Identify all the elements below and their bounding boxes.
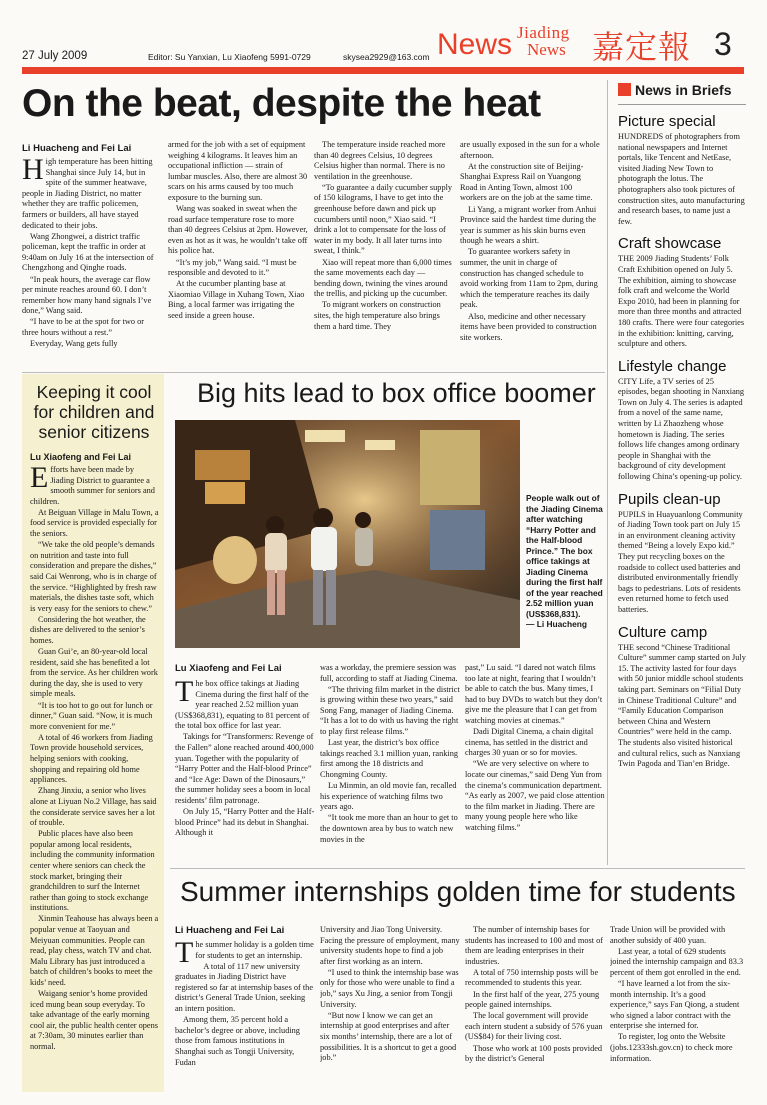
cool-p5: Guan Gui’e, an 80-year-old local resident, said she has benefited a lot from the service. As her children work during the day, she is used to very simple meals. bbox=[30, 647, 158, 699]
box-col2-p1: was a workday, the premiere session was full, according to staff at Jiading Cinema. bbox=[320, 663, 458, 683]
box-col2-p5: “It took me more than an hour to get to the downtown area by bus to watch new movies in the bbox=[320, 813, 458, 844]
box-col-1 bbox=[175, 679, 315, 861]
cinema-photo-illustration bbox=[175, 420, 520, 648]
box-col1-p1: The box office takings at Jiading Cinema during the first half of the year reached 2.52 million yuan (US$368,831), equating to 81 percent of the total box office for last year. bbox=[175, 679, 310, 731]
photo-caption bbox=[526, 493, 604, 630]
main-col1-p5: Everyday, Wang gets fully bbox=[30, 339, 118, 349]
intern-col3-p3: In the first half of the year, 275 young people gained internships. bbox=[465, 989, 600, 1010]
intern-col3-p1: The number of internship bases for students has increased to 100 and most of them are leading enterprises in their industries. bbox=[465, 925, 604, 966]
drop-cap: T bbox=[175, 679, 194, 708]
intern-col4-p1: Trade Union will be provided with another subsidy of 400 yuan. bbox=[610, 925, 726, 945]
main-byline: Li Huacheng and Fei Lai bbox=[22, 143, 132, 154]
briefs-column bbox=[618, 80, 746, 865]
intern-col2-p3: “But now I know we can get an internship at good enterprises and after six months’ internship, there are a lot of possibilities. It is a shortcut to get a good job.” bbox=[320, 1010, 457, 1063]
divider bbox=[170, 868, 745, 869]
brief-item bbox=[618, 624, 746, 770]
main-col-3 bbox=[314, 140, 454, 369]
main-col4-p1: are usually exposed in the sun for a whole afternoon. bbox=[460, 140, 600, 160]
main-col2-p2: Wang was soaked in sweat when the road surface temperature rose to more than 40 degrees Celsius at 2pm. However, even as hot as it was, he wouldn’t take off his police hat. bbox=[168, 204, 308, 256]
main-col4-p4: To guarantee workers safety in summer, the unit in charge of construction has changed schedule to avoid working from 11am to 2pm, during which the temperature reaches its daily peak. bbox=[460, 247, 598, 310]
brief-text: PUPILS in Huayuanlong Community of Jiading Town took part on July 15 in an environment cleaning activity themed “Being a lovely Expo kid.” They put recycling boxes on the roadside to collect used batteries and distributed environmentally friendly bags to pedestrians. Lots of residents even returned home to fetch used batteries. bbox=[618, 509, 743, 614]
main-col2-p4: At the cucumber planting base at Xiaomiao Village in Xuhang Town, Xiao Bing, a local farmer was irrigating the seed inside a green house. bbox=[168, 279, 305, 320]
intern-col3-p2: A total of 750 internship posts will be recommended to students this year. bbox=[465, 967, 599, 988]
brief-heading: Lifestyle change bbox=[618, 357, 727, 375]
main-col-1 bbox=[22, 157, 162, 369]
box-col3-p1: past,” Lu said. “I dared not watch films too late at night, fearing that I wouldn’t be able to catch the bus. Many times, I had to buy DVDs to watch but they don’t give me the pleasure that I can get from watching movies at cinemas.” bbox=[465, 663, 603, 725]
cool-sidebar bbox=[22, 374, 164, 1092]
intern-byline: Li Huacheng and Fei Lai bbox=[175, 925, 285, 936]
main-headline: On the beat, despite the heat bbox=[22, 82, 541, 125]
main-col4-p5: Also, medicine and other necessary items have been provided to construction site workers. bbox=[460, 311, 597, 342]
issue-date: 27 July 2009 bbox=[22, 50, 88, 62]
drop-cap: H bbox=[22, 157, 44, 186]
box-col3-p3: “We are very selective on where to locate our cinemas,” said Deng Yun from the cinema’s communication department. “As early as 2007, we paid close attention to the film market in Jiading. There are many young people here who like watching films.” bbox=[465, 759, 605, 832]
main-col3-p4: To migrant workers on construction sites, the high temperature also brings them a hard time. They bbox=[314, 300, 441, 331]
intern-col2-p2: “I used to think the internship base was only for those who were unable to find a job,” says Xu Jing, a senior from Tongji University. bbox=[320, 967, 459, 1009]
main-col1-p4: “I have to be at the spot for two or three hours without a rest.” bbox=[22, 317, 145, 337]
intern-col4-p4: To register, log onto the Website (jobs.12333sh.gov.cn) to check more information. bbox=[610, 1032, 733, 1063]
box-col2-p3: Last year, the district’s box office takings reached 3.1 million yuan, ranking first among the 18 districts and Chongming County. bbox=[320, 738, 459, 779]
brief-text: THE 2009 Jiading Students’ Folk Craft Exhibition opened on July 5. The exhibition, aiming to showcase folk craft and welcome the World Expo 2010, had been in planning for more than three months and attracted 180 crafts. There were four categories in the exhibition: knitting, carving, sculpture and others. bbox=[618, 254, 745, 349]
intern-col-3 bbox=[465, 925, 605, 1098]
box-headline: Big hits lead to box office boomer bbox=[197, 378, 596, 408]
caption-text: People walk out of the Jiading Cinema after watching “Harry Potter and the Half-blood Prince.” The box office takings at Jiading Cinema during the first half of the year reached 2.52 million yuan (US$368,831). bbox=[526, 493, 603, 619]
drop-cap: T bbox=[175, 940, 194, 969]
box-col2-p2: “The thriving film market in the district is growing within these two years,” said Song Fang, manager of Jiading Cinema. “It has a lot to do with us having the right to play first release films.” bbox=[320, 684, 460, 737]
main-col1-p1: High temperature has been hitting Shanghai since July 14, but in spite of the summer heatwave, people in Jiading District, no matter whether they are traffic policemen, farmers or builders, all have stayed dedicated to their jobs. bbox=[22, 157, 153, 230]
editor-line: Editor: Su Yanxian, Lu Xiaofeng 5991-0729 bbox=[148, 52, 311, 62]
intern-col1-p2: A total of 117 new university graduates in Jiading District have registered so far at internship bases of the district’s General Trade Union, seeking an intern position. bbox=[175, 961, 314, 1014]
brief-text: CITY Life, a TV series of 25 episodes, began shooting in Nanxiang Town on July 4. The series is adapted from a novel of the same name, written by Li Zhaozheng whose hometown is Jiading. The series follows life changes among ordinary people in Shanghai with the background of city development following China’s opening-up policy. bbox=[618, 376, 745, 482]
intern-col4-p3: “I have learned a lot from the six-month internship. It’s a good experience,” says Fan Qiong, a student who signed a labor contract with the enterprise she interned for. bbox=[610, 978, 740, 1031]
cool-body bbox=[30, 465, 160, 1095]
intern-headline: Summer internships golden time for students bbox=[180, 876, 736, 907]
drop-cap: E bbox=[30, 465, 49, 494]
section-label: News bbox=[437, 28, 513, 61]
main-col-4 bbox=[460, 140, 600, 369]
editor-email: skysea2929@163.com bbox=[343, 52, 430, 62]
cool-p8: Zhang Jinxiu, a senior who lives alone at Liyuan No.2 Village, has said the considerate service saves her a lot of trouble. bbox=[30, 786, 157, 828]
intern-col1-p3: Among them, 35 percent hold a bachelor’s degree or above, including those from famous institutions in Shanghai such as Tongji University, Fudan bbox=[175, 1015, 300, 1067]
brief-item bbox=[618, 113, 746, 227]
cool-p2: At Beiguan Village in Malu Town, a food service is provided especially for the seniors. bbox=[30, 507, 159, 539]
header-rule bbox=[22, 67, 744, 74]
cool-headline: Keeping it cool for children and senior citizens bbox=[33, 382, 155, 442]
cool-p9: Public places have also been popular among local residents, including the community information center where seniors can check the stock market, bringing their grandchildren to surf the Internet rather than going to stock exchange institutions. bbox=[30, 829, 155, 913]
box-col-2 bbox=[320, 663, 460, 861]
main-col3-p1: The temperature inside reached more than 40 degrees Celsius, 10 degrees Celsius higher than normal. There is no ventilation in the greenhouse. bbox=[314, 140, 446, 181]
cool-p4: Considering the hot weather, the dishes are delivered to the senior’s homes. bbox=[30, 614, 146, 645]
intern-col1-p1: The summer holiday is a golden time for students to get an internship. bbox=[175, 940, 314, 969]
main-col2-p1: armed for the job with a set of equipment weighing 4 kilograms. It leaves him an occupational infliction — strain of lumbar muscles. Also, there are almost 30 scars on his arms caused by too much exposure to the burning sun. bbox=[168, 140, 308, 202]
page-number: 3 bbox=[714, 26, 732, 62]
box-col-3 bbox=[465, 663, 605, 861]
main-col2-p3: “It’s my job,” Wang said. “I must be responsible and devoted to it.” bbox=[168, 257, 297, 278]
main-col4-p2: At the construction site of Beijing-Shanghai Express Rail on Yuangong Road in Anting Town, almost 100 workers are on the job at the same time. bbox=[460, 161, 593, 203]
cool-p1: Efforts have been made by Jiading District to guarantee a smooth summer for seniors and children. bbox=[30, 465, 155, 506]
main-col1-p3: “In peak hours, the average car flow per minute reaches around 60. I don’t remember how many hand signals I’ve done,” Wang said. bbox=[22, 274, 152, 316]
briefs-marker-icon bbox=[618, 83, 631, 96]
main-col1-p2: Wang Zhongwei, a district traffic policeman, kept the traffic in order at 9:40am on July 16 at the intersection of Chengzhong and Qinghe roads. bbox=[22, 231, 154, 273]
brief-heading: Pupils clean-up bbox=[618, 490, 721, 508]
intern-col3-p4: The local government will provide each intern student a subsidy of 576 yuan (US$84) for their living cost. bbox=[465, 1011, 603, 1042]
brief-heading: Craft showcase bbox=[618, 235, 722, 253]
box-byline: Lu Xiaofeng and Fei Lai bbox=[175, 663, 282, 674]
intern-col-2 bbox=[320, 925, 460, 1098]
brief-item bbox=[618, 235, 746, 349]
masthead bbox=[0, 0, 767, 78]
cool-p7: A total of 46 workers from Jiading Town provide household services, helping seniors with cooking, shopping and repairing old home appliances. bbox=[30, 732, 153, 785]
box-col2-p4: Lu Minmin, an old movie fan, recalled his experience of watching films two years ago. bbox=[320, 781, 457, 812]
chinese-logo: 嘉定報 bbox=[592, 28, 692, 66]
cool-p11: Waigang senior’s home provided iced mung bean soup everyday. To take advantage of the early morning cool air, the public health center opens at 7:30am, 30 minutes earlier than normal. bbox=[30, 989, 158, 1052]
cinema-photo bbox=[175, 420, 520, 648]
box-col1-p3: On July 15, “Harry Potter and the Half-blood Prince” had its debut in Shanghai. Although it bbox=[175, 807, 315, 838]
cool-byline: Lu Xiaofeng and Fei Lai bbox=[30, 452, 132, 462]
main-col4-p3: Li Yang, a migrant worker from Anhui Province said the hardest time during the year is summer as his skin burns even though he wears a shirt. bbox=[460, 204, 597, 246]
intern-col-1 bbox=[175, 940, 315, 1098]
divider bbox=[22, 372, 605, 373]
column-divider bbox=[607, 80, 608, 865]
brief-text: HUNDREDS of photographers from national newspapers and Internet portals, like Tencent and NetEase, visited Jiading New Town to photograph the lotus. The photographers also took pictures of construction sites, auto manufacturing and research bases, to name just a few. bbox=[618, 132, 745, 226]
intern-col4-p2: Last year, a total of 629 students joined the internship campaign and 83.3 percent of them got enrolled in the end. bbox=[610, 946, 744, 977]
brief-text: THE second “Chinese Traditional Culture” summer camp started on July 15. The activity lasted for four days with 50 junior middle school students taking part. Seminars on “Filial Duty in Chinese Traditional Culture” and “Family Education Comparison between China and Western Countries” were held in the camp. The students also visited historical and cultural relics, such as Nanxiang Twin Pagoda and Tian’en Bridge. bbox=[618, 642, 746, 769]
main-col3-p2: “To guarantee a daily cucumber supply of 150 kilograms, I have to get into the greenhouse before dawn and pick up cucumbers until noon,” Xiao said. “I drink a lot to compensate for the loss of water in my body. It all later turns into sweat, I think.” bbox=[314, 182, 453, 256]
main-col-2 bbox=[168, 140, 308, 369]
intern-col3-p5: Those who work at 100 posts provided by the district’s General bbox=[465, 1043, 603, 1064]
briefs-rule bbox=[618, 104, 746, 105]
cool-p3: “We take the old people’s demands on nutrition and taste into full consideration and prepare the dishes,” said Cai Wenrong, who is in charge of the service. “Highlighted by fresh raw materials, the dishes taste soft, which is very easy for the seniors to chew.” bbox=[30, 540, 157, 613]
box-col3-p2: Dadi Digital Cinema, a chain digital cinema, has settled in the district and charges 30 yuan or so for movies. bbox=[465, 727, 594, 758]
intern-col-4 bbox=[610, 925, 746, 1098]
brief-item bbox=[618, 491, 746, 616]
cool-p10: Xinmin Teahouse has always been a popular venue at Taoyuan and Meiyuan communities. People can read, play chess, watch TV and chat. Malu Library has just introduced a batch of children’s books to meet the kids’ need. bbox=[30, 914, 159, 987]
main-col3-p3: Xiao will repeat more than 6,000 times the same movements each day — bending down, twining the vines around the trellis, and picking up the cucumber. bbox=[314, 257, 452, 299]
box-col1-p2: Takings for “Transformers: Revenge of the Fallen” alone reached around 400,000 yuan. Together with the popularity of “Harry Potter and the Half-blood Prince” and “Ice Age: Dawn of the Dinosaurs,” the summer holiday sees a boom in local residents’ film patronage. bbox=[175, 732, 314, 806]
intern-col2-p1: University and Jiao Tong University. Facing the pressure of employment, many university students hope to find a job after first working as an intern. bbox=[320, 925, 460, 966]
jiading-news-logo: Jiading News bbox=[517, 23, 570, 59]
cool-p6: “It is too hot to go out for lunch or dinner,” Guan said. “Now, it is much more convenient for me.” bbox=[30, 700, 153, 731]
brief-item bbox=[618, 358, 746, 483]
briefs-title: News in Briefs bbox=[618, 82, 746, 98]
photo-credit: — Li Huacheng bbox=[526, 619, 587, 629]
brief-heading: Picture special bbox=[618, 113, 716, 130]
brief-heading: Culture camp bbox=[618, 623, 708, 641]
